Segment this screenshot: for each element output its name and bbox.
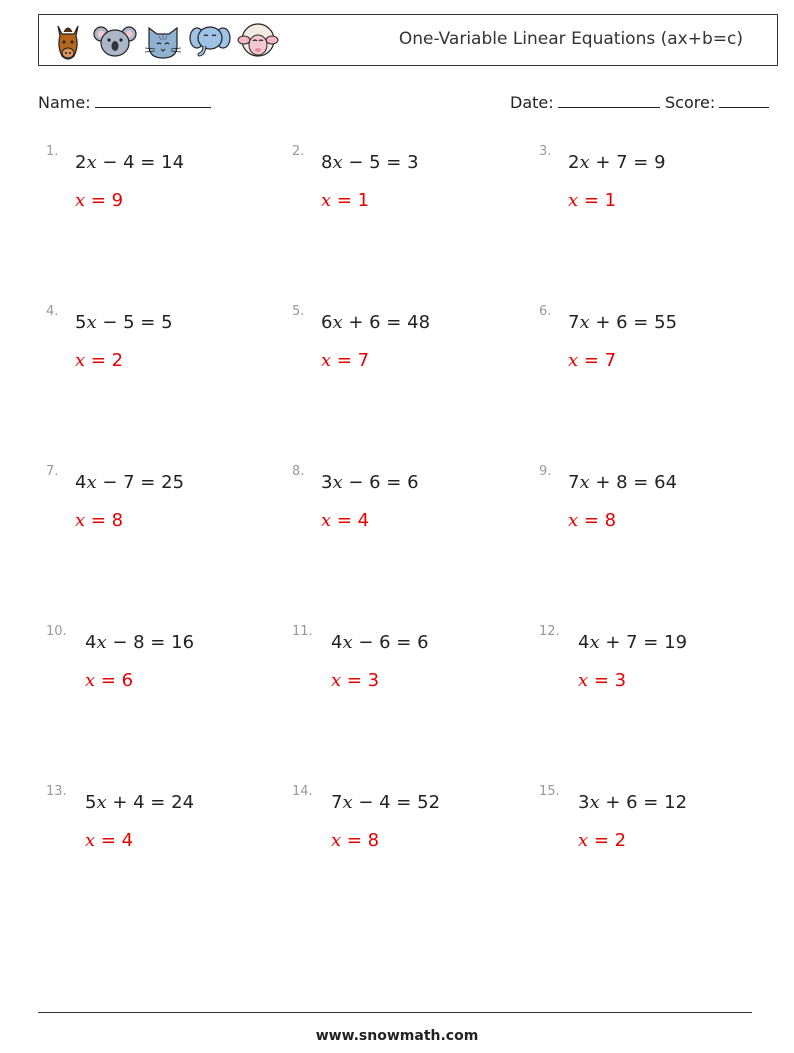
elephant-icon (189, 20, 231, 62)
horse-icon (49, 20, 87, 62)
problem-item (46, 464, 286, 544)
score-field[interactable] (665, 93, 769, 112)
problem-equation: 6x + 6 = 48 (321, 312, 431, 333)
problem-answer: x = 8 (331, 830, 380, 851)
problem-item (539, 464, 779, 544)
problem-equation: 7x + 8 = 64 (568, 472, 678, 493)
problem-answer: x = 1 (568, 190, 617, 211)
problem-answer: x = 9 (75, 190, 124, 211)
problem-number: 14. (292, 784, 313, 799)
cat-icon (143, 20, 183, 62)
problem-number: 1. (46, 144, 59, 159)
problem-item (292, 464, 532, 544)
problem-item (46, 144, 286, 224)
problem-equation: 3x + 6 = 12 (578, 792, 688, 813)
problem-equation: 3x − 6 = 6 (321, 472, 419, 493)
footer-divider (38, 1012, 752, 1013)
problem-item (292, 624, 532, 704)
problem-number: 4. (46, 304, 59, 319)
problem-number: 11. (292, 624, 313, 639)
name-field[interactable] (38, 93, 211, 112)
problem-number: 12. (539, 624, 560, 639)
problem-item (46, 624, 286, 704)
problem-number: 10. (46, 624, 67, 639)
problem-item (539, 144, 779, 224)
problem-equation: 7x + 6 = 55 (568, 312, 678, 333)
problem-answer: x = 2 (578, 830, 627, 851)
problem-answer: x = 4 (321, 510, 370, 531)
problem-number: 7. (46, 464, 59, 479)
date-field[interactable] (510, 93, 660, 112)
problem-number: 3. (539, 144, 552, 159)
problem-equation: 7x − 4 = 52 (331, 792, 441, 813)
problem-equation: 5x + 4 = 24 (85, 792, 195, 813)
sheep-icon (237, 20, 279, 62)
koala-icon (93, 20, 137, 62)
problem-answer: x = 3 (578, 670, 627, 691)
problem-equation: 4x − 7 = 25 (75, 472, 185, 493)
problem-number: 9. (539, 464, 552, 479)
date-blank[interactable] (558, 93, 660, 108)
name-blank[interactable] (95, 93, 211, 108)
problem-number: 2. (292, 144, 305, 159)
problem-answer: x = 2 (75, 350, 124, 371)
problem-answer: x = 7 (321, 350, 370, 371)
problem-number: 13. (46, 784, 67, 799)
problem-equation: 4x + 7 = 19 (578, 632, 688, 653)
problem-item (292, 144, 532, 224)
problem-answer: x = 8 (568, 510, 617, 531)
problem-item (539, 784, 779, 864)
problem-answer: x = 4 (85, 830, 134, 851)
problem-answer: x = 8 (75, 510, 124, 531)
problem-equation: 8x − 5 = 3 (321, 152, 419, 173)
animal-icons (49, 20, 279, 62)
problem-number: 8. (292, 464, 305, 479)
problem-item (46, 304, 286, 384)
problem-equation: 5x − 5 = 5 (75, 312, 173, 333)
problem-number: 5. (292, 304, 305, 319)
problem-item (539, 624, 779, 704)
problem-answer: x = 1 (321, 190, 370, 211)
problem-item (539, 304, 779, 384)
worksheet-title: One-Variable Linear Equations (ax+b=c) (398, 29, 743, 49)
problem-number: 15. (539, 784, 560, 799)
header-box (38, 14, 778, 66)
problem-answer: x = 7 (568, 350, 617, 371)
problem-equation: 4x − 6 = 6 (331, 632, 429, 653)
problem-item (46, 784, 286, 864)
score-blank[interactable] (719, 93, 769, 108)
problem-equation: 2x − 4 = 14 (75, 152, 185, 173)
problem-number: 6. (539, 304, 552, 319)
name-label: Name: (38, 93, 91, 112)
footer-url: www.snowmath.com (315, 1028, 479, 1044)
problem-item (292, 784, 532, 864)
date-label: Date: (510, 93, 554, 112)
score-label: Score: (665, 93, 716, 112)
problem-answer: x = 3 (331, 670, 380, 691)
problem-equation: 4x − 8 = 16 (85, 632, 195, 653)
problem-equation: 2x + 7 = 9 (568, 152, 666, 173)
problem-item (292, 304, 532, 384)
problem-answer: x = 6 (85, 670, 134, 691)
